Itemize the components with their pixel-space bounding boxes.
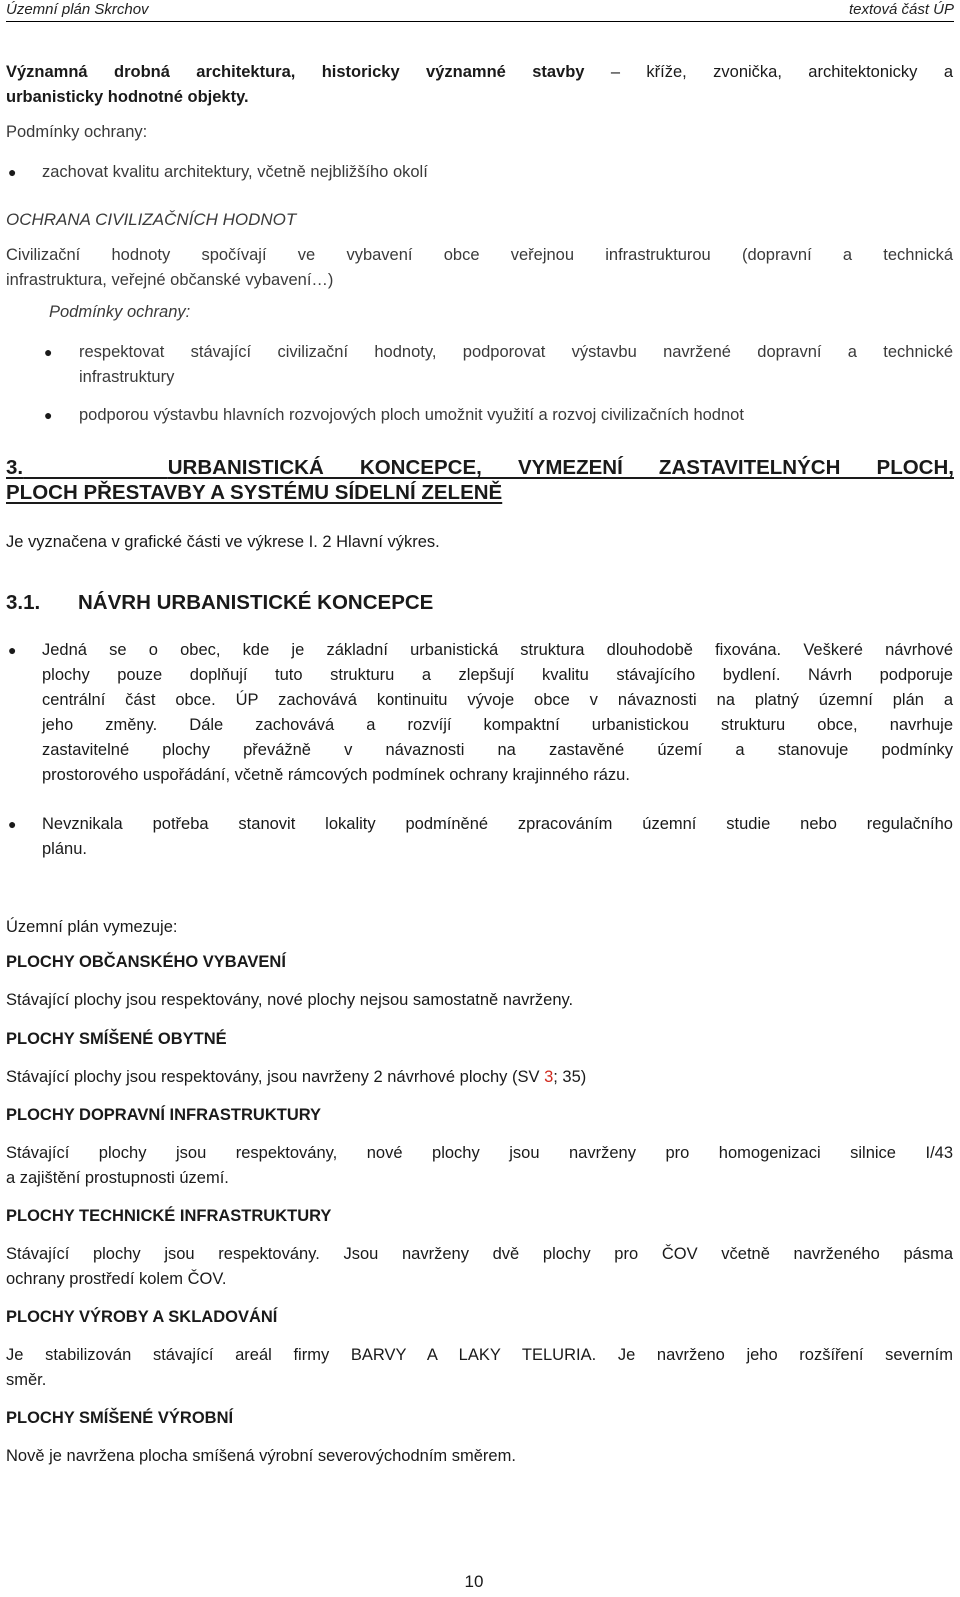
production-text-line2: směr. bbox=[6, 1371, 47, 1389]
bullet-1-line: zastavitelné plochy převážně v návaznosti na zastavěné území a stanovuje podmínky bbox=[42, 741, 953, 759]
architecture-title-line2: urbanisticky hodnotné objekty. bbox=[6, 88, 249, 106]
header-section-title: textová část ÚP bbox=[848, 1, 954, 18]
civil-paragraph-line1: Civilizační hodnoty spočívají ve vybavení obce veřejnou infrastrukturou (dopravní a technická bbox=[6, 246, 953, 264]
mixed-text-before: Stávající plochy jsou respektovány, jsou navrženy 2 návrhové plochy (SV bbox=[6, 1068, 545, 1086]
transport-text-line2: a zajištění prostupnosti území. bbox=[6, 1169, 229, 1187]
section-3-1-heading bbox=[6, 590, 434, 615]
mixed-text-highlight: 3 bbox=[544, 1068, 554, 1086]
civil-bullet-1-line2: infrastruktury bbox=[79, 368, 175, 386]
section-3-title-line2: PLOCH PŘESTAVBY A SYSTÉMU SÍDELNÍ ZELENĚ bbox=[6, 481, 503, 504]
architecture-title-rest: – kříže, zvonička, architektonicky a bbox=[610, 63, 953, 81]
section-3-intro: Je vyznačena v grafické části ve výkrese I. 2 Hlavní výkres. bbox=[6, 533, 440, 551]
mixed-production-heading: PLOCHY SMÍŠENÉ VÝROBNÍ bbox=[6, 1409, 234, 1427]
production-text-line1: Je stabilizován stávající areál firmy BARVY A LAKY TELURIA. Je navrženo jeho rozšíření severním bbox=[6, 1346, 953, 1364]
civil-heading: OCHRANA CIVILIZAČNÍCH HODNOT bbox=[6, 210, 297, 229]
bullet-icon: ● bbox=[44, 407, 53, 423]
transport-text-line1: Stávající plochy jsou respektovány, nové plochy jsou navrženy pro homogenizaci silnice I/43 bbox=[6, 1144, 953, 1162]
section-3-heading-line1 bbox=[6, 455, 954, 480]
bullet-icon: ● bbox=[8, 816, 17, 832]
bullet-1-line: centrální část obce. ÚP zachovává kontinuitu vývoje obce v návaznosti na platný územní plán a bbox=[42, 691, 953, 709]
bullet-icon: ● bbox=[44, 344, 53, 360]
transport-heading: PLOCHY DOPRAVNÍ INFRASTRUKTURY bbox=[6, 1106, 322, 1124]
bullet-1-line: Jedná se o obec, kde je základní urbanistická struktura dlouhodobě fixována. Veškeré návrhové bbox=[42, 641, 953, 659]
civic-text: Stávající plochy jsou respektovány, nové plochy nejsou samostatně navrženy. bbox=[6, 991, 574, 1009]
page-header bbox=[6, 0, 954, 22]
header-document-title: Územní plán Skrchov bbox=[6, 1, 149, 18]
section-3-1-title: NÁVRH URBANISTICKÉ KONCEPCE bbox=[78, 591, 434, 614]
civil-bullet-2: podporou výstavbu hlavních rozvojových ploch umožnit využití a rozvoj civilizačních hodnot bbox=[79, 406, 744, 424]
section-3-number: 3. bbox=[6, 456, 24, 479]
bullet-1-line: plochy pouze doplňují tuto strukturu a zlepšují kvalitu stávajícího bydlení. Návrh podporuje bbox=[42, 666, 953, 684]
technical-text-line2: ochrany prostředí kolem ČOV. bbox=[6, 1270, 227, 1288]
section-3-1-bullet-2-line2: plánu. bbox=[42, 840, 87, 858]
civil-paragraph-line2: infrastruktura, veřejné občanské vybavení…) bbox=[6, 271, 334, 289]
mixed-text-after: ; 35) bbox=[553, 1068, 587, 1086]
production-heading: PLOCHY VÝROBY A SKLADOVÁNÍ bbox=[6, 1308, 278, 1326]
bullet-icon: ● bbox=[8, 164, 17, 180]
bullet-icon: ● bbox=[8, 642, 17, 658]
civil-conditions-label: Podmínky ochrany: bbox=[49, 303, 191, 321]
areas-intro: Územní plán vymezuje: bbox=[6, 918, 178, 936]
architecture-conditions-label: Podmínky ochrany: bbox=[6, 123, 148, 141]
section-3-title-line1: URBANISTICKÁ KONCEPCE, VYMEZENÍ ZASTAVITELNÝCH PLOCH, bbox=[167, 456, 954, 479]
mixed-production-text: Nově je navržena plocha smíšená výrobní severovýchodním směrem. bbox=[6, 1447, 516, 1465]
mixed-heading: PLOCHY SMÍŠENÉ OBYTNÉ bbox=[6, 1030, 227, 1048]
bullet-1-line: jeho změny. Dále zachovává a rozvíjí kompaktní urbanistickou strukturu obce, navrhuje bbox=[42, 716, 953, 734]
architecture-title-bold: Významná drobná architektura, historicky významné stavby bbox=[6, 63, 585, 81]
section-3-1-bullet-2-line1: Nevznikala potřeba stanovit lokality podmíněné zpracováním územní studie nebo regulačního bbox=[42, 815, 953, 833]
mixed-text bbox=[6, 1065, 586, 1090]
section-3-heading-line2 bbox=[6, 480, 502, 505]
technical-heading: PLOCHY TECHNICKÉ INFRASTRUKTURY bbox=[6, 1207, 332, 1225]
bullet-1-line: prostorového uspořádání, včetně rámcových podmínek ochrany krajinného rázu. bbox=[42, 766, 630, 784]
architecture-bullet-1: zachovat kvalitu architektury, včetně nejbližšího okolí bbox=[42, 163, 428, 181]
architecture-title-line1 bbox=[6, 60, 953, 85]
page-number: 10 bbox=[464, 1572, 484, 1591]
section-3-1-bullet-1 bbox=[42, 638, 953, 788]
section-3-1-number: 3.1. bbox=[6, 591, 41, 614]
technical-text-line1: Stávající plochy jsou respektovány. Jsou navrženy dvě plochy pro ČOV včetně navrženého pásma bbox=[6, 1245, 953, 1263]
civil-bullet-1-line1: respektovat stávající civilizační hodnoty, podporovat výstavbu navržené dopravní a technické bbox=[79, 343, 953, 361]
civic-heading: PLOCHY OBČANSKÉHO VYBAVENÍ bbox=[6, 953, 286, 971]
